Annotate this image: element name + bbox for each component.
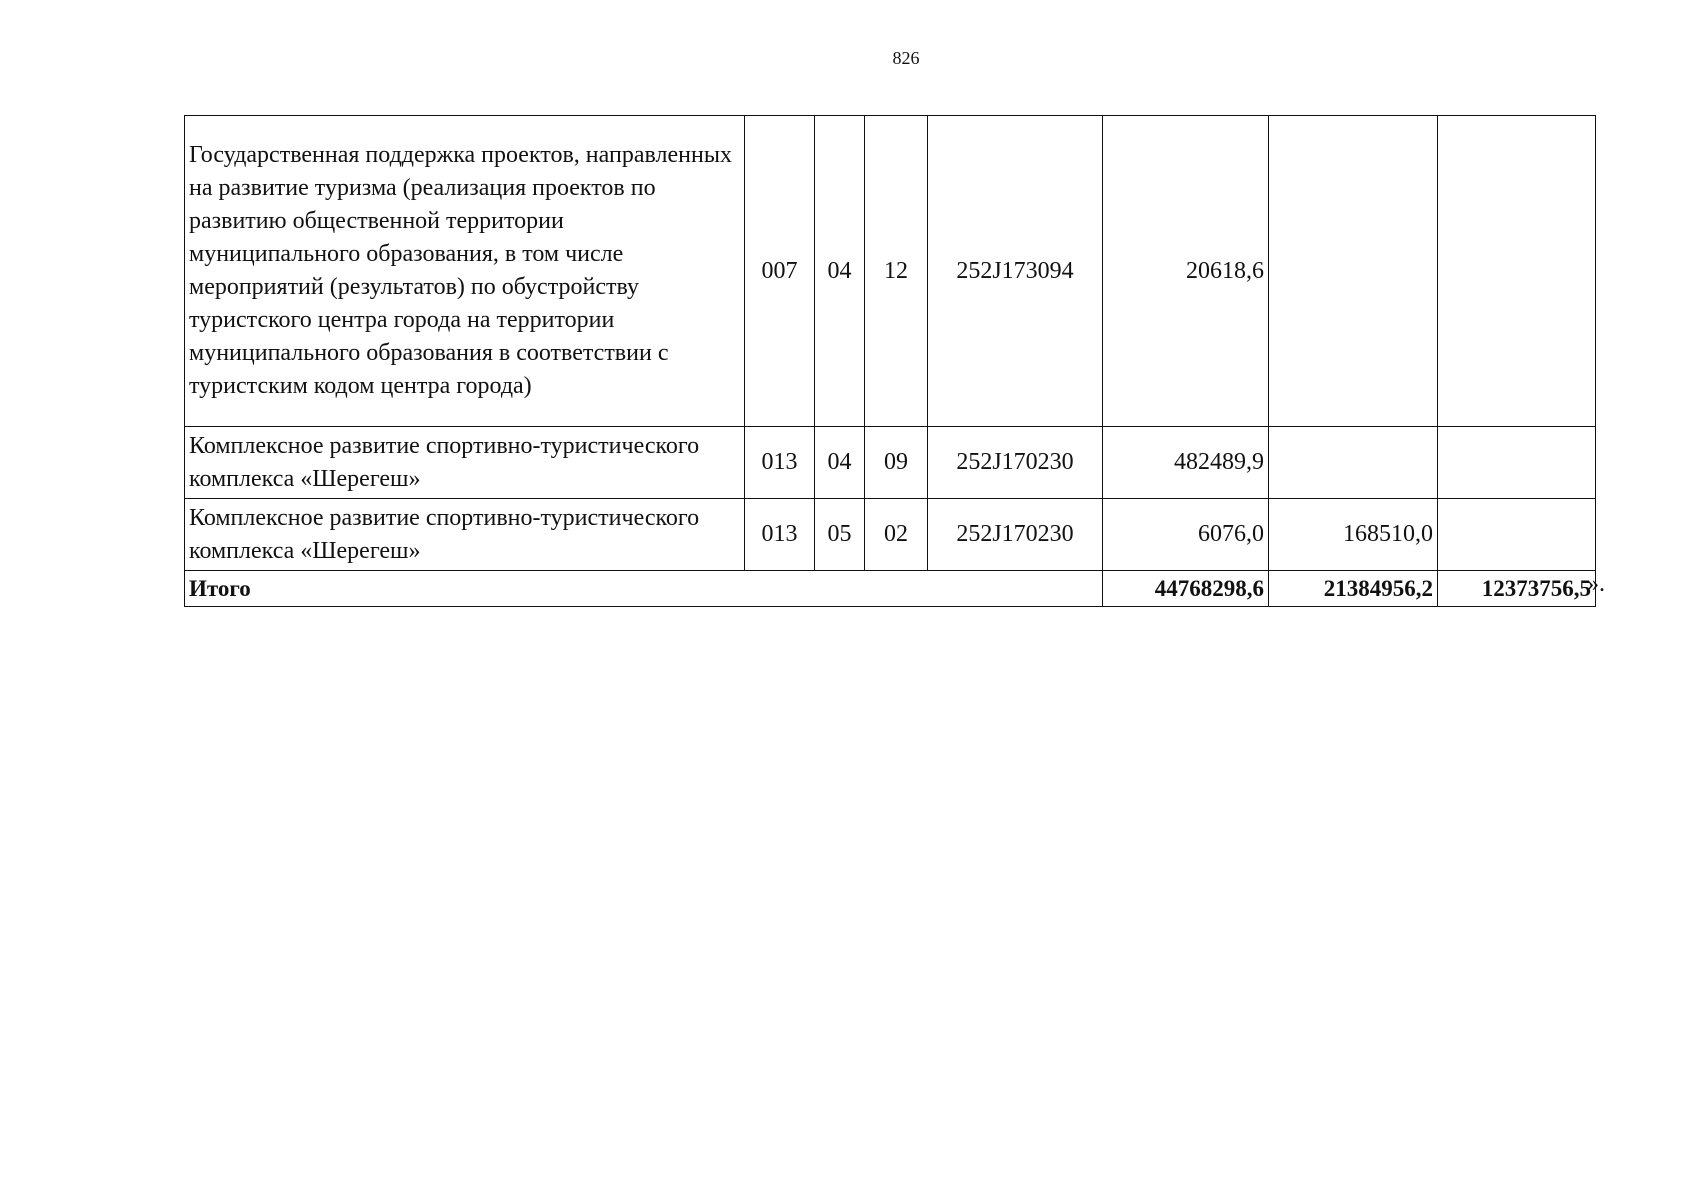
budget-table [184,115,1596,607]
amount-1: 6076,0 [1103,499,1269,571]
department-code: 013 [745,499,815,571]
target-article-code: 252J170230 [928,499,1103,571]
table-row [185,499,1596,571]
subsection-code: 12 [865,116,928,427]
total-label: Итого [185,571,1103,607]
row-description: Комплексное развитие спортивно-туристического комплекса «Шерегеш» [185,427,745,499]
target-article-code: 252J173094 [928,116,1103,427]
row-description: Комплексное развитие спортивно-туристического комплекса «Шерегеш» [185,499,745,571]
target-article-code: 252J170230 [928,427,1103,499]
table-row [185,116,1596,427]
department-code: 007 [745,116,815,427]
amount-3 [1438,499,1596,571]
amount-3 [1438,427,1596,499]
total-amount-1: 44768298,6 [1103,571,1269,607]
closing-quote-mark: ». [1587,571,1605,597]
total-amount-2: 21384956,2 [1269,571,1438,607]
row-description: Государственная поддержка проектов, направленных на развитие туризма (реализация проектов по развитию общественной территории муниципального образования, в том числе мероприятий (результатов) по обустройству туристского центра города на территории муниципального образования в соответствии с туристским кодом центра города) [185,116,745,427]
amount-3 [1438,116,1596,427]
table-row [185,427,1596,499]
page-number: 826 [892,48,920,68]
amount-1: 20618,6 [1103,116,1269,427]
department-code: 013 [745,427,815,499]
amount-1: 482489,9 [1103,427,1269,499]
amount-2 [1269,116,1438,427]
total-amount-3: 12373756,5 [1438,571,1596,607]
subsection-code: 09 [865,427,928,499]
amount-2 [1269,427,1438,499]
section-code: 04 [815,116,865,427]
section-code: 04 [815,427,865,499]
total-row [185,571,1596,607]
subsection-code: 02 [865,499,928,571]
section-code: 05 [815,499,865,571]
amount-2: 168510,0 [1269,499,1438,571]
